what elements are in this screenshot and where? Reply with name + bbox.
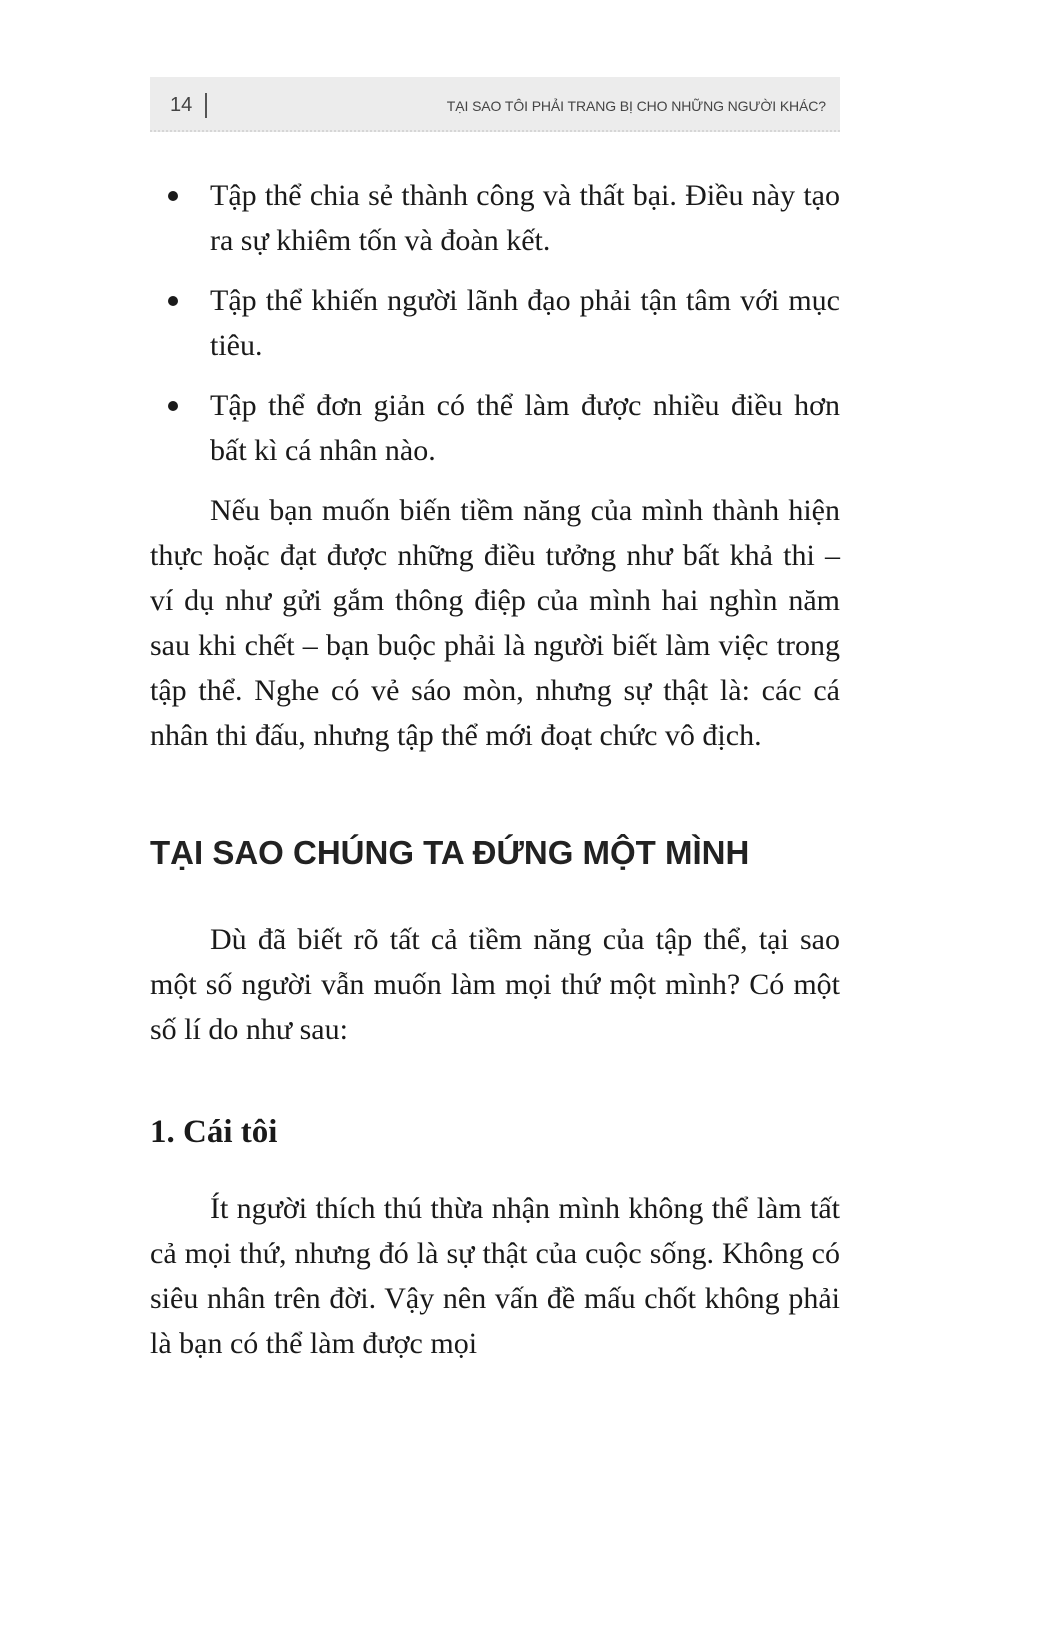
- bullet-dot-icon: [168, 191, 178, 201]
- bullet-item: [150, 383, 840, 473]
- bullet-text: Tập thể khiến người lãnh đạo phải tận tâm với mục tiêu.: [210, 284, 840, 362]
- paragraph-reasons-intro: Dù đã biết rõ tất cả tiềm năng của tập thể, tại sao một số người vẫn muốn làm mọi thứ một mình? Có một số lí do như sau:: [150, 923, 840, 1046]
- bullet-dot-icon: [168, 296, 178, 306]
- bullet-dot-icon: [168, 401, 178, 411]
- page-body: [150, 173, 840, 1366]
- bullet-text: Tập thể chia sẻ thành công và thất bại. Điều này tạo ra sự khiêm tốn và đoàn kết.: [210, 179, 840, 257]
- bullet-item: [150, 278, 840, 368]
- bullet-list: [150, 173, 840, 473]
- paragraph-ego: Ít người thích thú thừa nhận mình không thể làm tất cả mọi thứ, nhưng đó là sự thật của cuộc sống. Không có siêu nhân trên đời. Vậy nên vấn đề mấu chốt không phải là bạn có thể làm được mọi: [150, 1192, 840, 1360]
- bullet-text: Tập thể đơn giản có thể làm được nhiều điều hơn bất kì cá nhân nào.: [210, 389, 840, 467]
- running-title: TẠI SAO TÔI PHẢI TRANG BỊ CHO NHỮNG NGƯỜI KHÁC?: [446, 98, 826, 114]
- header-divider: [205, 93, 207, 118]
- section-heading: TẠI SAO CHÚNG TA ĐỨNG MỘT MÌNH: [150, 834, 750, 871]
- running-header: [150, 77, 840, 132]
- subheading-ego: 1. Cái tôi: [150, 1114, 278, 1150]
- bullet-item: [150, 173, 840, 263]
- page-number: 14: [170, 94, 193, 116]
- paragraph-teamwork: Nếu bạn muốn biến tiềm năng của mình thành hiện thực hoặc đạt được những điều tưởng như bất khả thi – ví dụ như gửi gắm thông điệp của mình hai nghìn năm sau khi chết – bạn buộc phải là người biết làm việc trong tập thể. Nghe có vẻ sáo mòn, nhưng sự thật là: các cá nhân thi đấu, nhưng tập thể mới đoạt chức vô địch.: [150, 494, 840, 752]
